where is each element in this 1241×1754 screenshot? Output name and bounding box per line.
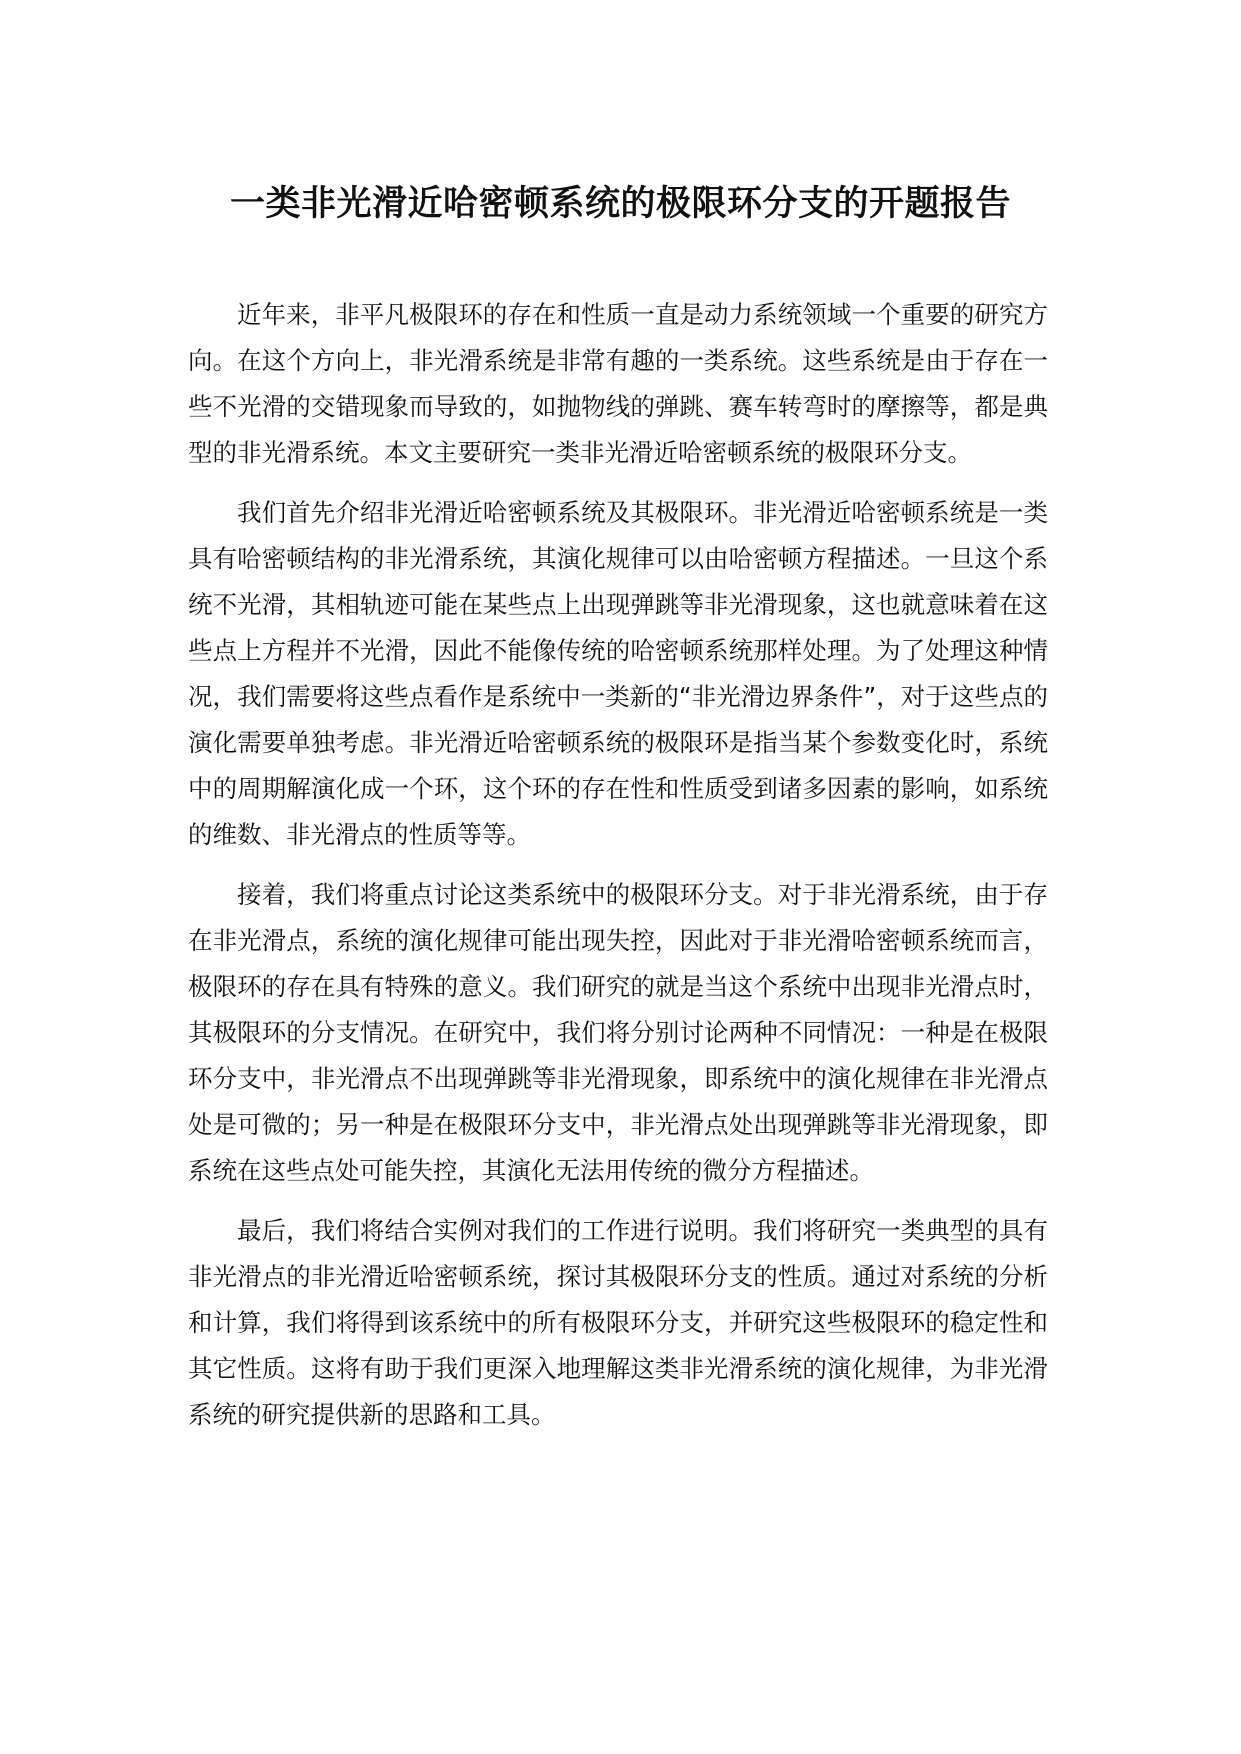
paragraph-2: 我们首先介绍非光滑近哈密顿系统及其极限环。非光滑近哈密顿系统是一类具有哈密顿结构的非光滑系统，其演化规律可以由哈密顿方程描述。一旦这个系统不光滑，其相轨迹可能在某些点上出现弹跳等非光滑现象，这也就意味着在这些点上方程并不光滑，因此不能像传统的哈密顿系统那样处理。为了处理这种情况，我们需要将这些点看作是系统中一类新的“非光滑边界条件”，对于这些点的演化需要单独考虑。非光滑近哈密顿系统的极限环是指当某个参数变化时，系统中的周期解演化成一个环，这个环的存在性和性质受到诸多因素的影响，如系统的维数、非光滑点的性质等等。 <box>188 498 1048 849</box>
document-body <box>188 292 1048 1452</box>
document-title: 一类非光滑近哈密顿系统的极限环分支的开题报告 <box>229 184 1011 224</box>
paragraph-1: 近年来，非平凡极限环的存在和性质一直是动力系统领域一个重要的研究方向。在这个方向上，非光滑系统是非常有趣的一类系统。这些系统是由于存在一些不光滑的交错现象而导致的，如抛物线的弹跳、赛车转弯时的摩擦等，都是典型的非光滑系统。本文主要研究一类非光滑近哈密顿系统的极限环分支。 <box>188 300 1048 467</box>
paragraph-4: 最后，我们将结合实例对我们的工作进行说明。我们将研究一类典型的具有非光滑点的非光滑近哈密顿系统，探讨其极限环分支的性质。通过对系统的分析和计算，我们将得到该系统中的所有极限环分支，并研究这些极限环的稳定性和其它性质。这将有助于我们更深入地理解这类非光滑系统的演化规律，为非光滑系统的研究提供新的思路和工具。 <box>188 1216 1048 1429</box>
paragraph-3: 接着，我们将重点讨论这类系统中的极限环分支。对于非光滑系统，由于存在非光滑点，系统的演化规律可能出现失控，因此对于非光滑哈密顿系统而言，极限环的存在具有特殊的意义。我们研究的就是当这个系统中出现非光滑点时，其极限环的分支情况。在研究中，我们将分别讨论两种不同情况：一种是在极限环分支中，非光滑点不出现弹跳等非光滑现象，即系统中的演化规律在非光滑点处是可微的；另一种是在极限环分支中，非光滑点处出现弹跳等非光滑现象，即系统在这些点处可能失控，其演化无法用传统的微分方程描述。 <box>188 880 1048 1185</box>
